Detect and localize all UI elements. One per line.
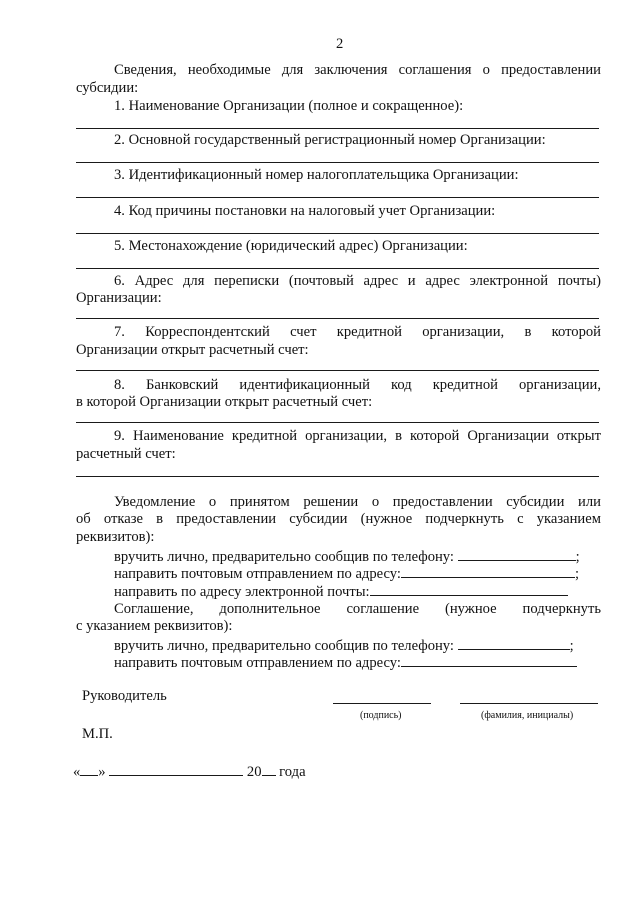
- date-day-field[interactable]: [80, 763, 98, 776]
- notice-line-3: реквизитов):: [76, 529, 155, 545]
- head-label: Руководитель: [82, 688, 167, 704]
- item-8-label-line-2: в которой Организации открыт расчетный счет:: [76, 394, 373, 410]
- signature-field[interactable]: [333, 703, 431, 704]
- notice-option-email: направить по адресу электронной почты:: [114, 583, 568, 601]
- item-2-field[interactable]: [76, 162, 599, 163]
- stamp-label: М.П.: [82, 726, 113, 742]
- item-9-label-line-2: расчетный счет:: [76, 446, 176, 462]
- item-5-label: 5. Местонахождение (юридический адрес) Организации:: [114, 238, 468, 254]
- item-3-label: 3. Идентификационный номер налогоплательщика Организации:: [114, 167, 519, 183]
- notice-phone-field[interactable]: [458, 548, 576, 561]
- name-field[interactable]: [460, 703, 598, 704]
- item-2-label: 2. Основной государственный регистрационный номер Организации:: [114, 132, 546, 148]
- notice-email-field[interactable]: [370, 583, 568, 596]
- item-3-field[interactable]: [76, 197, 599, 198]
- notice-post-field[interactable]: [401, 565, 575, 578]
- item-9-label-line-1: 9. Наименование кредитной организации, в которой Организации открыт: [114, 428, 601, 444]
- item-1-field[interactable]: [76, 128, 599, 129]
- item-4-label: 4. Код причины постановки на налоговый учет Организации:: [114, 203, 496, 219]
- date-line: « » 20 года: [73, 764, 306, 780]
- item-7-label-line-1: 7. Корреспондентский счет кредитной организации, в которой: [114, 324, 601, 340]
- item-5-field[interactable]: [76, 268, 599, 269]
- item-6-label-line-1: 6. Адрес для переписки (почтовый адрес и адрес электронной почты): [114, 273, 601, 289]
- item-7-label-line-2: Организации открыт расчетный счет:: [76, 342, 309, 358]
- item-4-field[interactable]: [76, 233, 599, 234]
- notice-line-2: об отказе в предоставлении субсидии (нужное подчеркнуть с указанием: [76, 511, 601, 527]
- item-6-label-line-2: Организации:: [76, 290, 162, 306]
- agreement-option-post: направить почтовым отправлением по адресу:: [114, 654, 577, 672]
- notice-option-phone: вручить лично, предварительно сообщив по телефону: ;: [114, 549, 580, 565]
- agreement-option-phone: вручить лично, предварительно сообщив по телефону: ;: [114, 638, 574, 654]
- item-1-label: 1. Наименование Организации (полное и сокращенное):: [114, 98, 464, 114]
- intro-line-2: субсидии:: [76, 80, 139, 96]
- page-number: 2: [336, 36, 344, 52]
- item-8-field[interactable]: [76, 422, 599, 423]
- date-year-field[interactable]: [262, 763, 276, 776]
- intro-line-1: Сведения, необходимые для заключения соглашения о предоставлении: [114, 62, 601, 78]
- item-8-label-line-1: 8. Банковский идентификационный код кредитной организации,: [114, 377, 601, 393]
- signature-caption: (подпись): [360, 710, 402, 721]
- notice-line-1: Уведомление о принятом решении о предоставлении субсидии или: [114, 494, 601, 510]
- item-7-field[interactable]: [76, 370, 599, 371]
- agreement-line-2: с указанием реквизитов):: [76, 618, 233, 634]
- agreement-phone-field[interactable]: [458, 637, 570, 650]
- item-9-field[interactable]: [76, 476, 599, 477]
- notice-option-post: направить почтовым отправлением по адресу: ;: [114, 566, 579, 582]
- name-caption: (фамилия, инициалы): [481, 710, 574, 721]
- agreement-line-1: Соглашение, дополнительное соглашение (нужное подчеркнуть: [114, 601, 601, 617]
- agreement-post-field[interactable]: [401, 654, 577, 667]
- item-6-field[interactable]: [76, 318, 599, 319]
- date-month-field[interactable]: [109, 763, 243, 776]
